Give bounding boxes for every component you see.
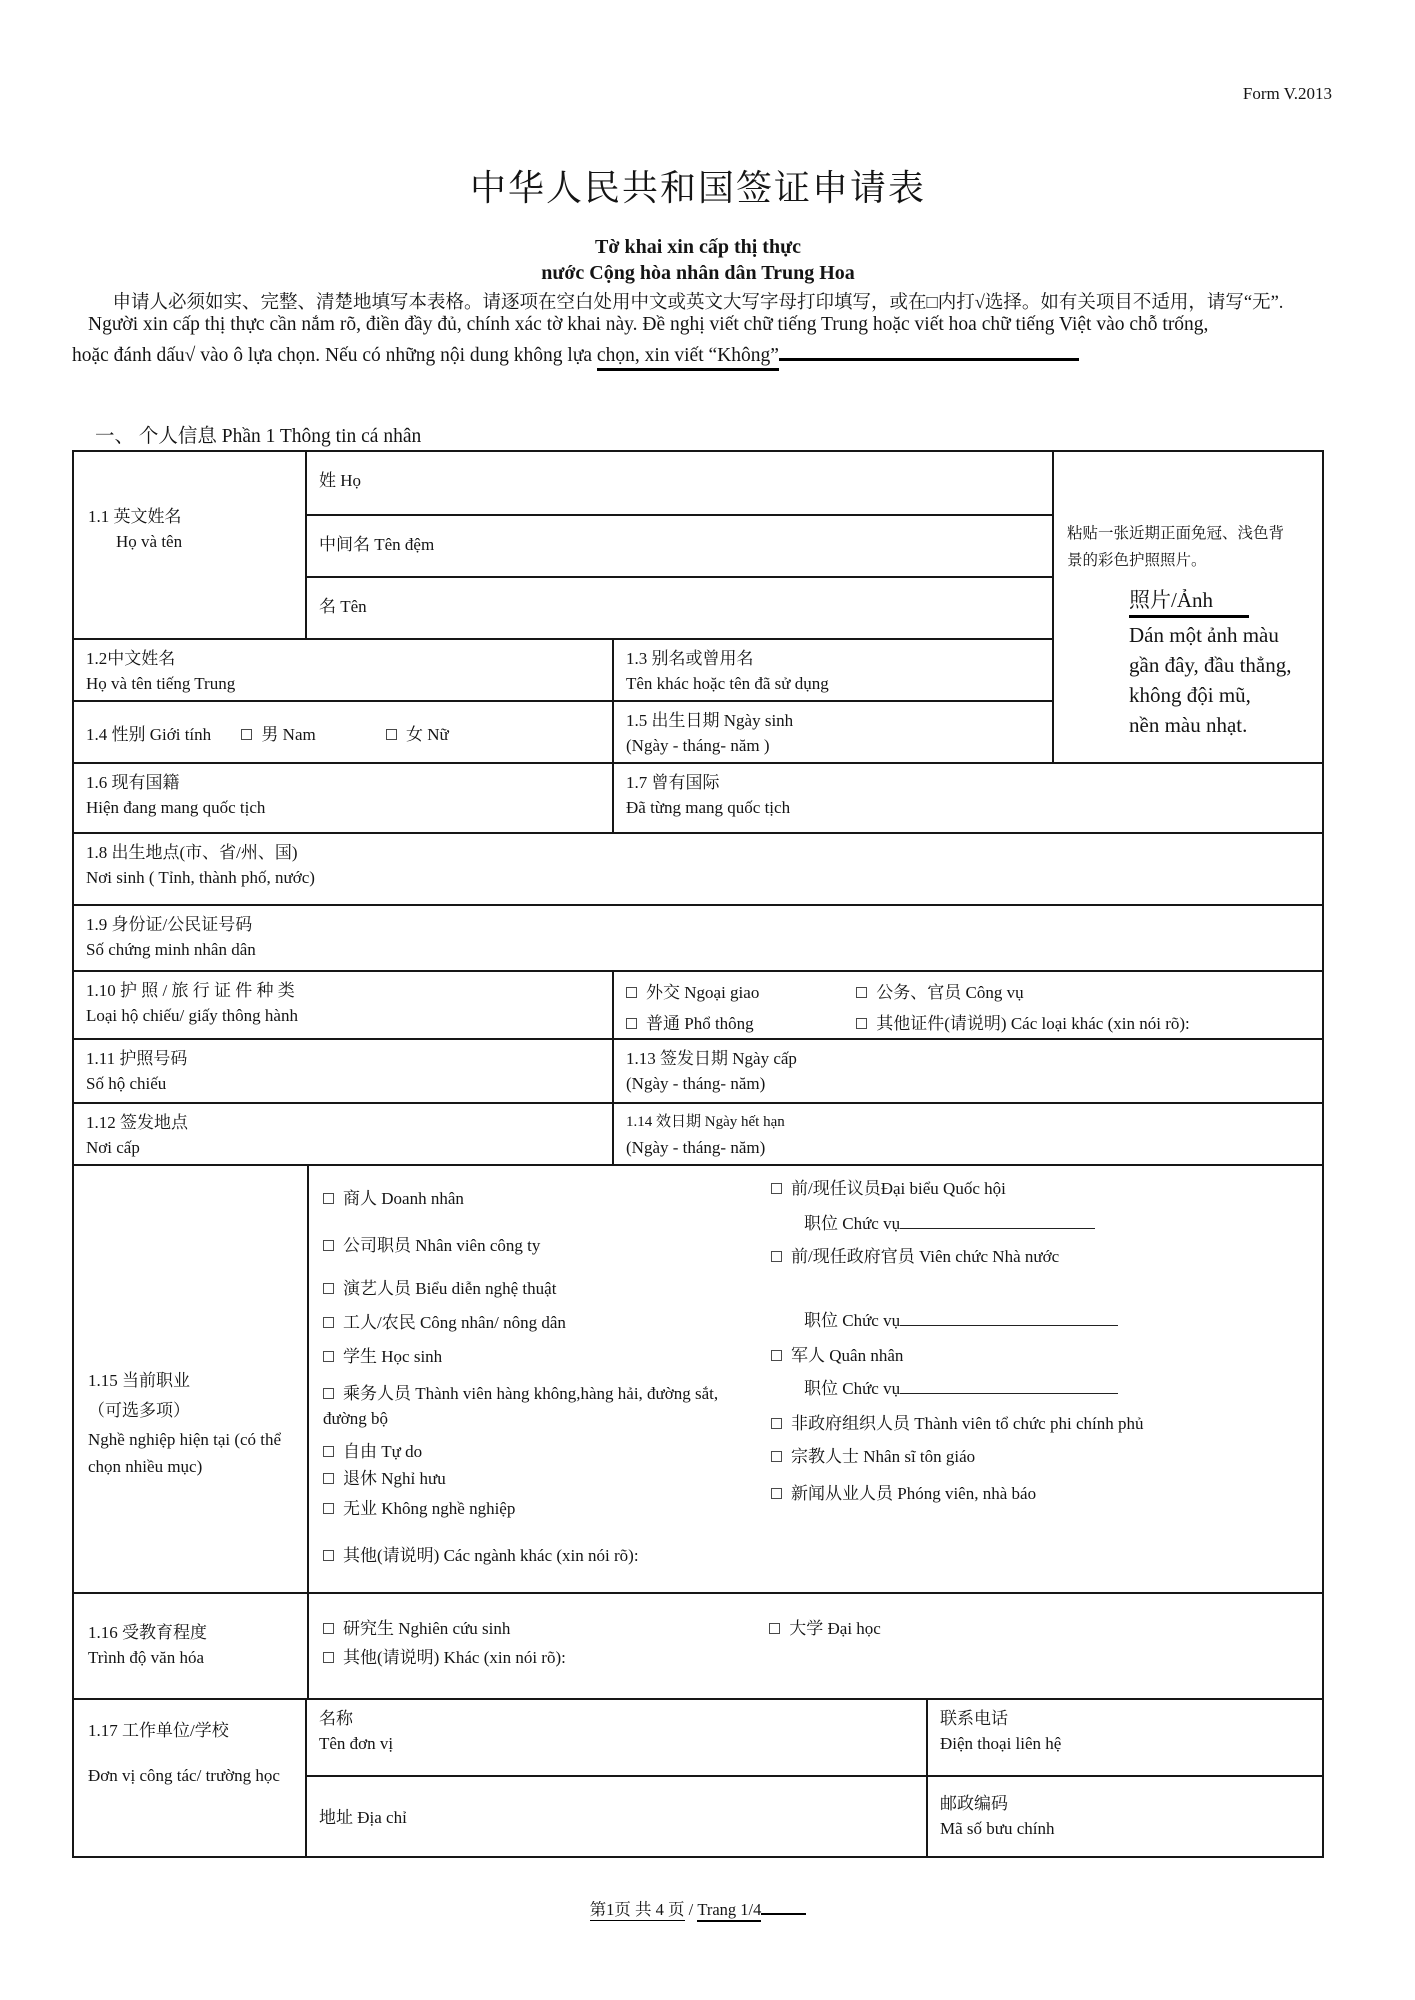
checkbox-other-education[interactable] (323, 1652, 334, 1663)
option-worker-farmer: 工人/农民 Công nhân/ nông dân (343, 1313, 566, 1332)
checkbox-female[interactable] (386, 729, 397, 740)
field-1-7-cn: 1.7 曾有国际 (626, 773, 720, 792)
field-1-11-cn: 1.11 护照号码 (86, 1049, 188, 1068)
photo-label: 照片/Ảnh (1129, 588, 1249, 618)
checkbox-entertainer[interactable] (323, 1283, 334, 1294)
field-1-17-cn: 1.17 工作单位/学校 (88, 1721, 229, 1740)
checkbox-unemployed[interactable] (323, 1503, 334, 1514)
field-1-4-label: 1.4 性别 Giới tính (86, 725, 212, 744)
photo-box (1052, 452, 1322, 762)
option-ngo-member: 非政府组织人员 Thành viên tổ chức phi chính phủ (791, 1414, 1144, 1433)
checkbox-diplomatic[interactable] (626, 987, 637, 998)
field-1-15-label (74, 1166, 307, 1592)
field-1-2-vi: Họ và tên tiếng Trung (86, 674, 236, 693)
personal-info-table (72, 450, 1324, 1858)
field-1-7-former-nationality[interactable] (612, 764, 1322, 832)
field-1-1-label (74, 452, 307, 638)
field-1-5-cn: 1.5 出生日期 Ngày sinh (626, 711, 794, 730)
option-company-employee: 公司职员 Nhân viên công ty (343, 1236, 541, 1255)
field-1-15-vi: Nghề nghiệp hiện tại (có thể chọn nhiều mục) (88, 1430, 282, 1476)
photo-note-vi-2: gần đây, đầu thẳng, (1129, 653, 1292, 677)
employer-phone-field[interactable] (926, 1700, 1322, 1775)
field-1-16-vi: Trình độ văn hóa (88, 1648, 205, 1667)
middle-name-field[interactable]: 中间名 Tên đệm (307, 514, 1052, 576)
position-label: 职位 Chức vụ (804, 1311, 901, 1330)
position-write-in-line[interactable] (900, 1309, 1118, 1326)
write-in-line[interactable] (779, 340, 1079, 361)
employer-name-cn: 名称 (319, 1709, 353, 1728)
employer-address-field[interactable] (307, 1777, 926, 1856)
field-1-2-cn: 1.2中文姓名 (86, 649, 176, 668)
field-1-6-nationality[interactable] (74, 764, 612, 832)
checkbox-worker-farmer[interactable] (323, 1317, 334, 1328)
employer-phone-cn: 联系电话 (940, 1709, 1008, 1728)
occupation-options (307, 1166, 1322, 1592)
position-label: 职位 Chức vụ (804, 1379, 901, 1398)
field-1-12-cn: 1.12 签发地点 (86, 1113, 188, 1132)
checkbox-religious[interactable] (771, 1451, 782, 1462)
instructions-vietnamese-line2 (72, 340, 1352, 367)
option-other-education: 其他(请说明) Khác (xin nói rõ): (343, 1648, 566, 1667)
row-1-15-occupation (74, 1164, 1322, 1592)
field-1-16-label (74, 1594, 307, 1698)
photo-note-cn-1: 粘贴一张近期正面免冠、浅色背 (1067, 525, 1285, 542)
field-1-3-other-names[interactable] (612, 640, 1052, 700)
row-1-8 (74, 832, 1322, 904)
checkbox-company-employee[interactable] (323, 1240, 334, 1251)
subtitle-vi-1: Tờ khai xin cấp thị thực (595, 236, 801, 258)
checkbox-postgraduate[interactable] (323, 1623, 334, 1634)
option-student: 学生 Học sinh (343, 1347, 443, 1366)
row-1-16-education (74, 1592, 1322, 1698)
option-congressman: 前/现任议员Đại biểu Quốc hội (791, 1179, 1006, 1198)
checkbox-male[interactable] (241, 729, 252, 740)
occupation-left-column (323, 1166, 753, 1568)
checkbox-student[interactable] (323, 1351, 334, 1362)
checkbox-retired[interactable] (323, 1473, 334, 1484)
option-entertainer: 演艺人员 Biểu diễn nghệ thuật (343, 1279, 557, 1298)
instruction-underlined-text: chọn, xin viết “Không” (597, 345, 779, 371)
checkbox-university[interactable] (769, 1623, 780, 1634)
employer-address-label: 地址 Địa chỉ (319, 1808, 407, 1828)
row-1-11-1-13 (74, 1038, 1322, 1102)
row-1-12-1-14 (74, 1102, 1322, 1164)
field-1-6-cn: 1.6 现有国籍 (86, 773, 180, 792)
field-1-14-vi: (Ngày - tháng- năm) (626, 1138, 766, 1157)
field-1-9-vi: Số chứng minh nhân dân (86, 940, 256, 959)
checkbox-businessman[interactable] (323, 1193, 334, 1204)
checkbox-media[interactable] (771, 1488, 782, 1499)
field-1-2-chinese-name[interactable] (74, 640, 612, 700)
field-1-5-vi: (Ngày - tháng- năm ) (626, 736, 770, 755)
field-1-12-issue-place[interactable] (74, 1104, 612, 1164)
option-postgraduate: 研究生 Nghiên cứu sinh (343, 1619, 511, 1638)
field-1-13-cn: 1.13 签发日期 Ngày cấp (626, 1049, 797, 1068)
page-footer (72, 1896, 1324, 1920)
option-military: 军人 Quân nhân (791, 1346, 904, 1365)
checkbox-ngo-member[interactable] (771, 1418, 782, 1429)
option-self-employed: 自由 Tự do (343, 1442, 423, 1461)
field-1-12-vi: Nơi cấp (86, 1138, 140, 1157)
checkbox-self-employed[interactable] (323, 1446, 334, 1457)
instructions-chinese: 申请人必须如实、完整、清楚地填写本表格。请逐项在空白处用中文或英文大写字母打印填写，或在□内打√选择。如有关项目不适用，请写“无”. (112, 293, 1284, 313)
employer-name-vi: Tên đơn vị (319, 1734, 394, 1753)
option-university: 大学 Đại học (789, 1619, 881, 1638)
instruction-plain-text: hoặc đánh dấu√ vào ô lựa chọn. Nếu có những nội dung không lựa (72, 345, 597, 366)
checkbox-other-document[interactable] (856, 1018, 867, 1029)
option-unemployed: 无业 Không nghề nghiệp (343, 1499, 516, 1518)
checkbox-other-occupation[interactable] (323, 1550, 334, 1561)
option-businessman: 商人 Doanh nhân (343, 1189, 464, 1208)
option-female: 女 Nữ (405, 725, 449, 744)
field-1-3-cn: 1.3 别名或曾用名 (626, 649, 754, 668)
employer-name-field[interactable] (307, 1700, 926, 1775)
field-1-10-vi: Loại hộ chiếu/ giấy thông hành (86, 1006, 298, 1025)
position-label: 职位 Chức vụ (804, 1214, 901, 1233)
row-block-names (74, 452, 1322, 762)
checkbox-service[interactable] (856, 987, 867, 998)
page-number-cn: 第1页 共 4 页 (589, 1900, 685, 1919)
option-diplomatic: 外交 Ngoại giao (646, 983, 760, 1002)
field-1-14-expiry-date[interactable] (612, 1104, 1322, 1164)
field-1-9-id-number[interactable] (74, 906, 1322, 970)
field-1-8-vi: Nơi sinh ( Tỉnh, thành phố, nước) (86, 868, 315, 887)
option-government-official: 前/现任政府官员 Viên chức Nhà nước (791, 1247, 1060, 1266)
option-other-occupation: 其他(请说明) Các ngành khác (xin nói rõ): (343, 1546, 639, 1565)
field-1-9-cn: 1.9 身份证/公民证号码 (86, 915, 253, 934)
field-1-17-label (74, 1700, 307, 1856)
field-1-15-cn: 1.15 当前职业 (88, 1371, 190, 1390)
footer-separator: / (684, 1900, 698, 1919)
subtitle-vi-2: nước Cộng hòa nhân dân Trung Hoa (541, 262, 855, 284)
option-media: 新闻从业人员 Phóng viên, nhà báo (791, 1484, 1037, 1503)
field-1-5-birthdate[interactable] (612, 702, 1052, 762)
page-number-vi: Trang 1/4 (697, 1900, 761, 1922)
employer-postcode-vi: Mã số bưu chính (940, 1819, 1055, 1839)
checkbox-military[interactable] (771, 1350, 782, 1361)
option-retired: 退休 Nghỉ hưu (343, 1469, 446, 1488)
option-religious: 宗教人士 Nhân sĩ tôn giáo (791, 1447, 976, 1466)
option-ordinary: 普通 Phổ thông (646, 1014, 754, 1033)
field-1-3-vi: Tên khác hoặc tên đã sử dụng (626, 674, 829, 693)
checkbox-congressman[interactable] (771, 1183, 782, 1194)
field-1-6-vi: Hiện đang mang quốc tịch (86, 798, 266, 817)
row-1-17-employer (74, 1698, 1322, 1856)
occupation-right-column (771, 1166, 1316, 1506)
field-1-17-vi: Đơn vị công tác/ trường học (88, 1766, 280, 1785)
checkbox-crew-member[interactable] (323, 1388, 334, 1399)
option-other-document: 其他证件(请说明) Các loại khác (xin nói rõ): (876, 1014, 1190, 1033)
field-1-1-label-vi: Họ và tên (116, 532, 183, 551)
field-1-8-birthplace[interactable] (74, 834, 1322, 904)
form-version: Form V.2013 (1242, 84, 1332, 103)
employer-postcode-field[interactable] (926, 1777, 1322, 1856)
checkbox-government-official[interactable] (771, 1251, 782, 1262)
row-1-10 (74, 970, 1322, 1038)
position-write-in-line[interactable] (900, 1377, 1118, 1394)
field-1-10-cn: 1.10 护 照 / 旅 行 证 件 种 类 (86, 981, 295, 1000)
option-male: 男 Nam (261, 725, 316, 744)
surname-field[interactable]: 姓 Họ (319, 471, 362, 490)
field-1-11-vi: Số hộ chiếu (86, 1074, 167, 1093)
photo-note-vi-4: nền màu nhạt. (1129, 713, 1248, 737)
instructions-vietnamese-line1: Người xin cấp thị thực cần nắm rõ, điền đầy đủ, chính xác tờ khai này. Đề nghị viết chữ tiếng Trung hoặc viết hoa chữ tiếng Việt vào chỗ trống, (88, 314, 1209, 335)
employer-phone-vi: Điện thoại liên hệ (940, 1734, 1062, 1753)
option-service: 公务、官员 Công vụ (876, 983, 1024, 1002)
row-1-9 (74, 904, 1322, 970)
field-1-10-options (612, 972, 1322, 1038)
photo-note-cn-2: 景的彩色护照照片。 (1067, 552, 1207, 569)
field-1-4-sex (74, 702, 612, 762)
photo-note-vi-3: không đội mũ, (1129, 683, 1251, 707)
checkbox-ordinary[interactable] (626, 1018, 637, 1029)
photo-note-vi-1: Dán một ảnh màu (1129, 623, 1279, 647)
field-1-16-cn: 1.16 受教育程度 (88, 1623, 207, 1642)
education-options (307, 1594, 1322, 1698)
field-1-8-cn: 1.8 出生地点(市、省/州、国) (86, 843, 298, 862)
field-1-13-issue-date[interactable] (612, 1040, 1322, 1102)
footer-underline-extension (761, 1899, 806, 1915)
field-1-11-passport-number[interactable] (74, 1040, 612, 1102)
given-name-field[interactable]: 名 Tên (307, 576, 1052, 638)
field-1-14-cn: 1.14 效日期 Ngày hết hạn (626, 1114, 785, 1130)
field-1-15-cn2: （可选多项） (88, 1401, 190, 1420)
position-write-in-line[interactable] (900, 1212, 1095, 1229)
section1-heading: 一、 个人信息 Phần 1 Thông tin cá nhân (95, 426, 422, 447)
field-1-1-label-cn: 1.1 英文姓名 (88, 507, 182, 526)
field-1-13-vi: (Ngày - tháng- năm) (626, 1074, 766, 1093)
option-crew-member: 乘务人员 Thành viên hàng không,hàng hải, đường sắt, đường bộ (323, 1384, 719, 1428)
field-1-7-vi: Đã từng mang quốc tịch (626, 798, 791, 817)
row-1-6-1-7 (74, 762, 1322, 832)
form-title: 中华人民共和国签证申请表 (469, 168, 926, 208)
field-1-10-label (74, 972, 612, 1038)
employer-postcode-cn: 邮政编码 (940, 1794, 1008, 1814)
